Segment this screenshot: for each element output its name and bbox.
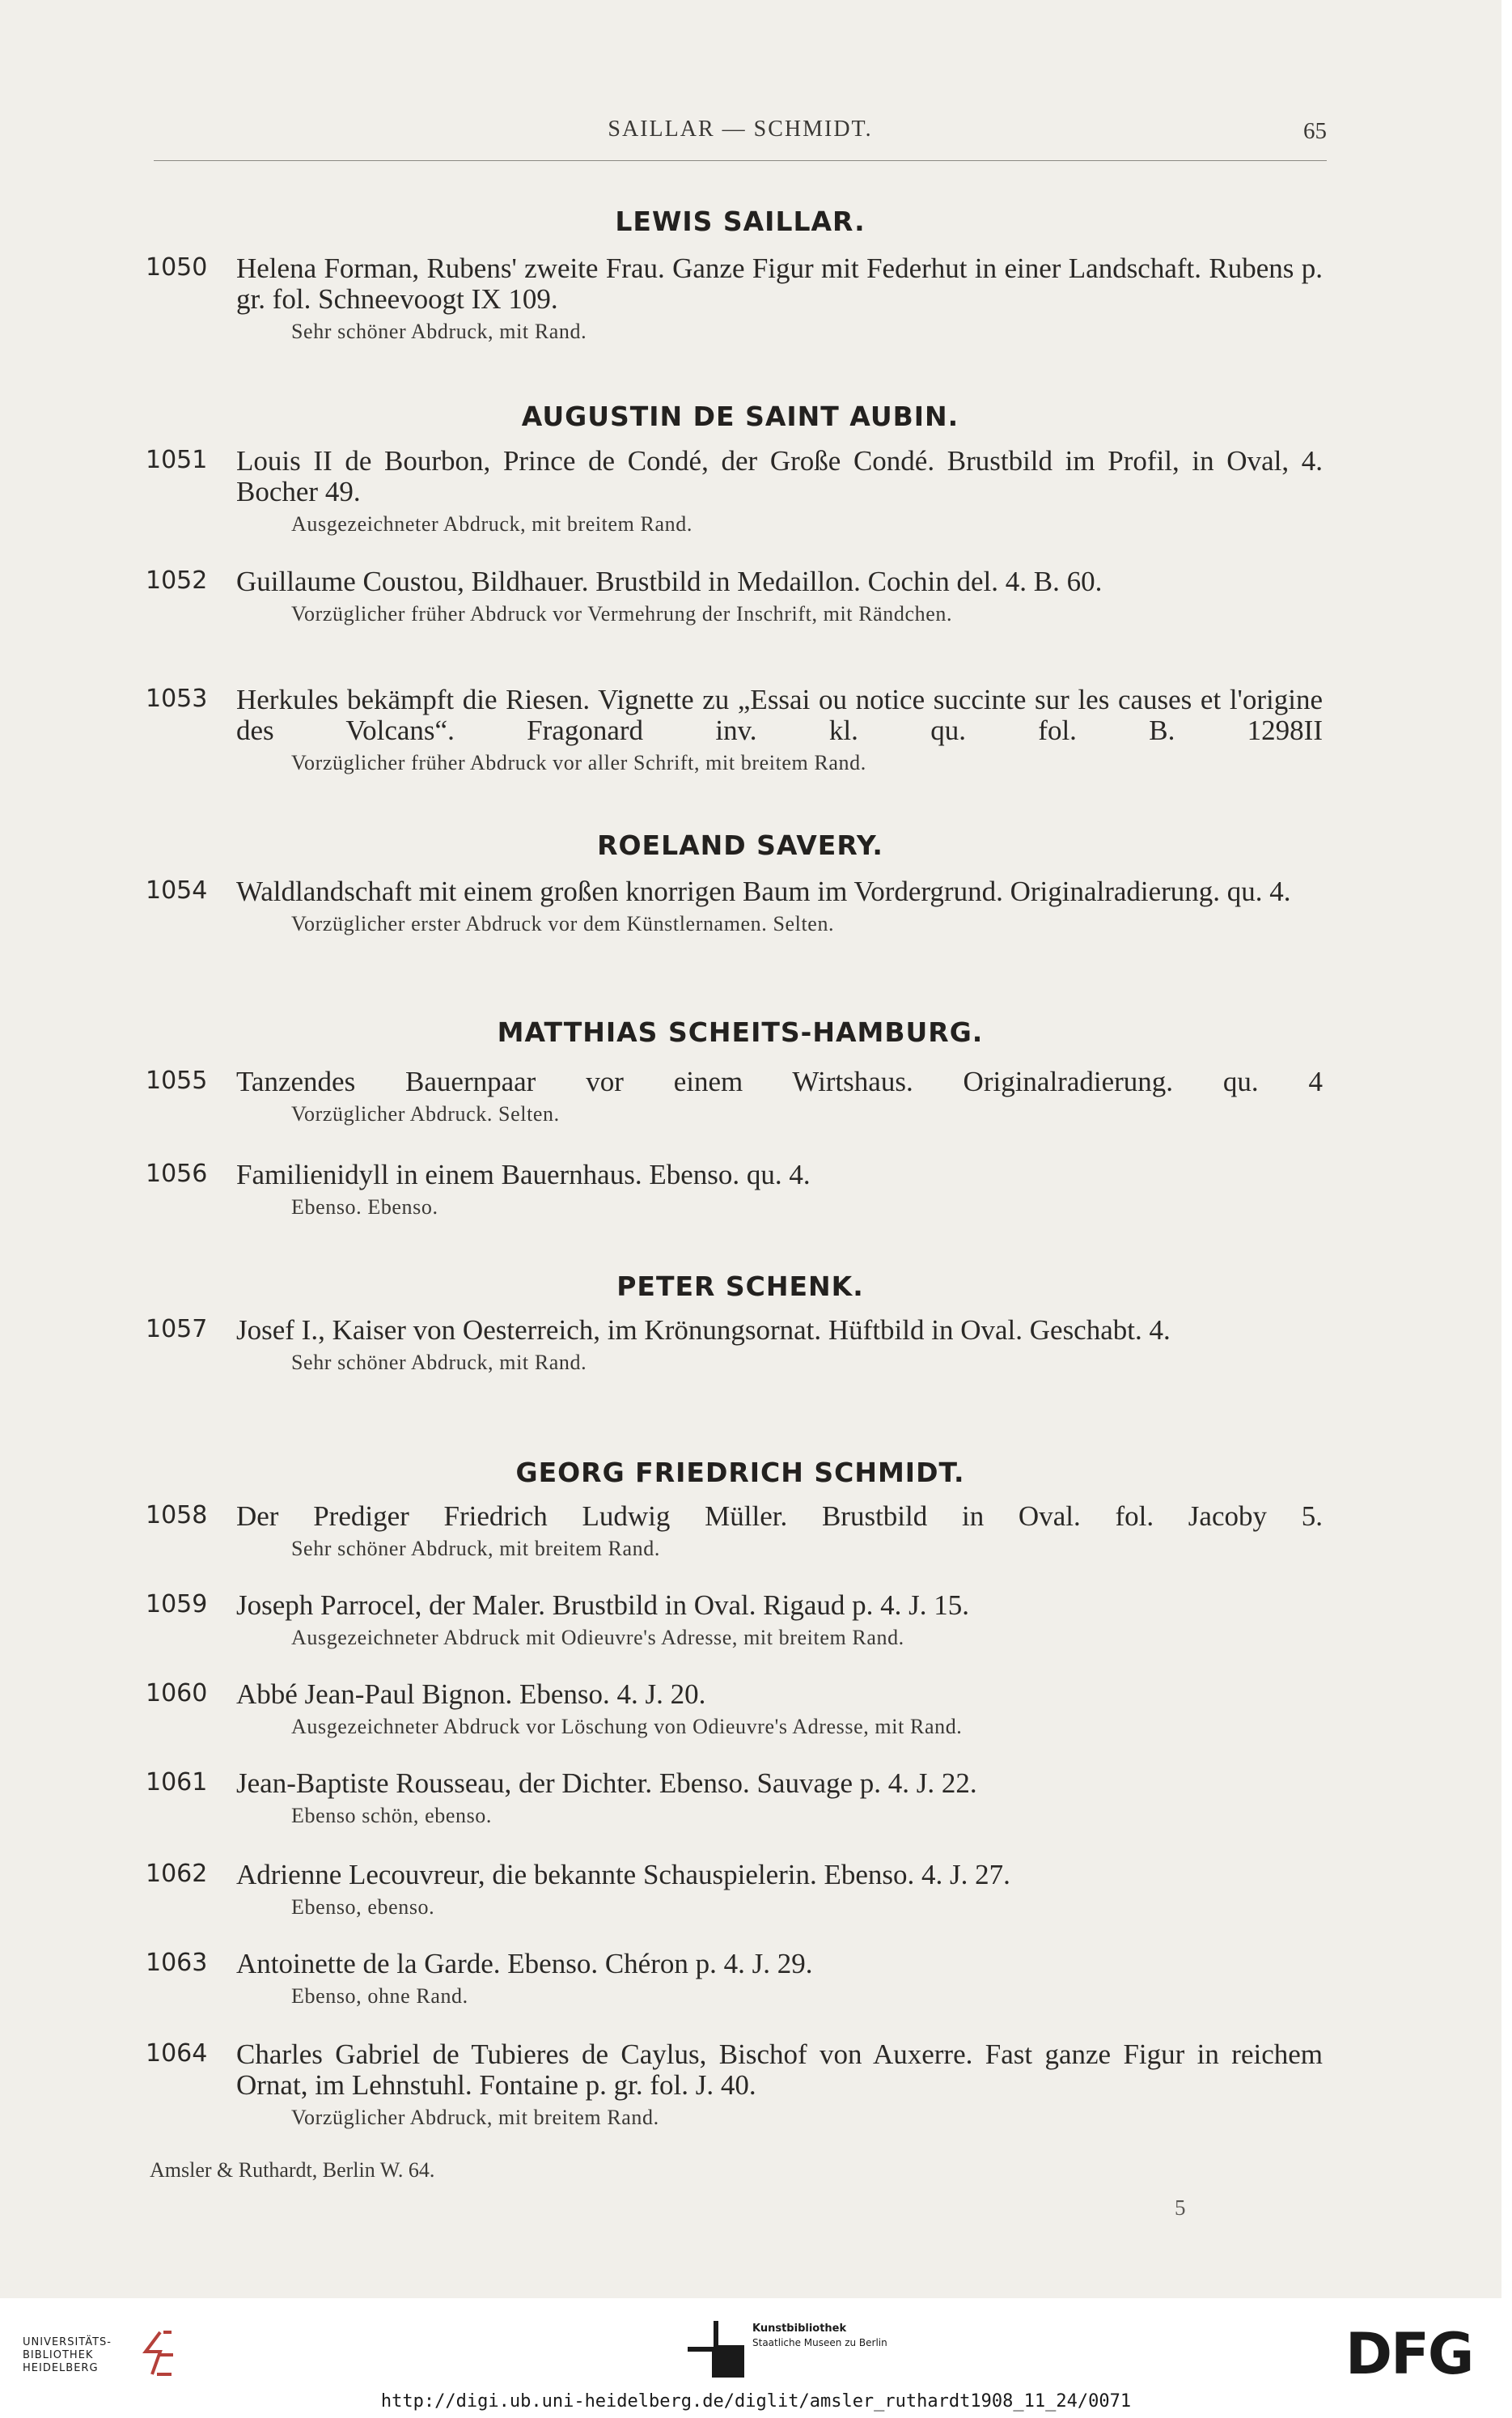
- lot-number: 1052: [146, 566, 208, 595]
- kb-name: Kunstbibliothek: [752, 2323, 847, 2335]
- dfg-logo[interactable]: DFG: [1345, 2321, 1473, 2387]
- lot-description: Antoinette de la Garde. Ebenso. Chéron p. 4. J. 29.: [236, 1948, 813, 1979]
- lot-condition-note: Ausgezeichneter Abdruck, mit breitem Rand.: [291, 512, 692, 536]
- lot-description: Jean-Baptiste Rousseau, der Dichter. Ebenso. Sauvage p. 4. J. 22.: [236, 1767, 977, 1799]
- lot-condition-note: Vorzüglicher Abdruck, mit breitem Rand.: [291, 2106, 659, 2129]
- lot-condition-note: Sehr schöner Abdruck, mit breitem Rand.: [291, 1537, 660, 1560]
- header-rule: [154, 160, 1327, 161]
- catalog-entry: [146, 1160, 1323, 1220]
- lot-condition-note: Ebenso, ohne Rand.: [291, 1984, 468, 2008]
- lot-description: Adrienne Lecouvreur, die bekannte Schauspielerin. Ebenso. 4. J. 27.: [236, 1859, 1010, 1890]
- catalog-entry: [146, 1067, 1323, 1126]
- catalog-entry: [146, 1860, 1323, 1920]
- lot-description: Abbé Jean-Paul Bignon. Ebenso. 4. J. 20.: [236, 1678, 706, 1710]
- lot-number: 1056: [146, 1160, 208, 1188]
- catalog-entry: [146, 566, 1323, 626]
- university-line: UNIVERSITÄTS-: [23, 2336, 112, 2348]
- lot-condition-note: Ausgezeichneter Abdruck mit Odieuvre's Adresse, mit breitem Rand.: [291, 1626, 904, 1649]
- university-line: BIBLIOTHEK: [23, 2349, 94, 2361]
- lot-number: 1059: [146, 1590, 208, 1618]
- catalog-entry: [146, 1590, 1323, 1650]
- lot-condition-note: Ebenso schön, ebenso.: [291, 1804, 492, 1827]
- university-library-logo-icon[interactable]: [136, 2327, 184, 2379]
- catalog-entry: [146, 1501, 1323, 1561]
- lot-number: 1054: [146, 876, 208, 905]
- lot-number: 1057: [146, 1315, 208, 1343]
- lot-condition-note: Vorzüglicher erster Abdruck vor dem Künstlernamen. Selten.: [291, 912, 835, 935]
- lot-condition-note: Vorzüglicher Abdruck. Selten.: [291, 1102, 560, 1126]
- lot-condition-note: Ebenso. Ebenso.: [291, 1195, 438, 1219]
- kunstbibliothek-logo-text: [752, 2323, 887, 2348]
- catalog-entry: [146, 2039, 1323, 2130]
- lot-condition-note: Sehr schöner Abdruck, mit Rand.: [291, 320, 587, 343]
- lot-description: Louis II de Bourbon, Prince de Condé, der Große Condé. Brustbild im Profil, in Oval, 4. Bocher 49.: [236, 445, 1323, 507]
- lot-number: 1061: [146, 1768, 208, 1797]
- lot-number: 1064: [146, 2039, 208, 2068]
- catalog-entry: [146, 685, 1323, 775]
- lot-condition-note: Sehr schöner Abdruck, mit Rand.: [291, 1351, 587, 1374]
- lot-number: 1060: [146, 1679, 208, 1707]
- lot-description: Familienidyll in einem Bauernhaus. Ebenso. qu. 4.: [236, 1159, 811, 1190]
- lot-description: Der Prediger Friedrich Ludwig Müller. Brustbild in Oval. fol. Jacoby 5.: [236, 1500, 1323, 1532]
- publisher-imprint: Amsler & Ruthardt, Berlin W. 64.: [150, 2158, 435, 2182]
- lot-number: 1058: [146, 1501, 208, 1529]
- lot-number: 1051: [146, 446, 208, 474]
- lot-description: Helena Forman, Rubens' zweite Frau. Ganze Figur mit Federhut in einer Landschaft. Rubens p. gr. fol. Schneevoogt IX 109.: [236, 252, 1323, 315]
- signature-mark: 5: [1175, 2195, 1186, 2220]
- running-header: [154, 113, 1327, 162]
- university-library-logo-text[interactable]: [23, 2336, 112, 2375]
- lot-description: Charles Gabriel de Tubieres de Caylus, Bischof von Auxerre. Fast ganze Figur in reichem Ornat, im Lehnstuhl. Fontaine p. gr. fol. J. 40.: [236, 2038, 1323, 2101]
- lot-description: Waldlandschaft mit einem großen knorrigen Baum im Vordergrund. Originalradierung. qu. 4.: [236, 876, 1291, 907]
- page-number: 65: [1303, 118, 1327, 144]
- catalog-entry: [146, 253, 1323, 344]
- catalog-entry: [146, 446, 1323, 537]
- lot-number: 1063: [146, 1949, 208, 1977]
- lot-description: Josef I., Kaiser von Oesterreich, im Krönungsornat. Hüftbild in Oval. Geschabt. 4.: [236, 1314, 1171, 1346]
- artist-heading: ROELAND SAVERY.: [597, 829, 883, 861]
- lot-description: Tanzendes Bauernpaar vor einem Wirtshaus. Originalradierung. qu. 4: [236, 1066, 1323, 1097]
- artist-heading: LEWIS SAILLAR.: [615, 206, 866, 237]
- catalog-entry: [146, 1679, 1323, 1739]
- lot-condition-note: Ebenso, ebenso.: [291, 1895, 435, 1919]
- running-title: SAILLAR — SCHMIDT.: [608, 117, 873, 142]
- lot-number: 1062: [146, 1860, 208, 1888]
- artist-heading: GEORG FRIEDRICH SCHMIDT.: [515, 1457, 965, 1488]
- lot-number: 1053: [146, 685, 208, 713]
- artist-heading: MATTHIAS SCHEITS-HAMBURG.: [497, 1016, 984, 1048]
- artist-heading: AUGUSTIN DE SAINT AUBIN.: [521, 401, 959, 432]
- lot-description: Joseph Parrocel, der Maler. Brustbild in Oval. Rigaud p. 4. J. 15.: [236, 1589, 969, 1621]
- catalog-entry: [146, 1315, 1323, 1375]
- kunstbibliothek-logo-icon[interactable]: [688, 2321, 744, 2378]
- lot-number: 1055: [146, 1067, 208, 1095]
- permalink-url[interactable]: http://digi.ub.uni-heidelberg.de/diglit/amsler_ruthardt1908_11_24/0071: [380, 2391, 1132, 2412]
- catalog-entry: [146, 876, 1323, 936]
- catalog-entry: [146, 1768, 1323, 1828]
- university-line: HEIDELBERG: [23, 2362, 99, 2374]
- lot-description: Guillaume Coustou, Bildhauer. Brustbild in Medaillon. Cochin del. 4. B. 60.: [236, 566, 1103, 597]
- kb-subtitle: Staatliche Museen zu Berlin: [752, 2337, 887, 2348]
- lot-condition-note: Ausgezeichneter Abdruck vor Löschung von Odieuvre's Adresse, mit Rand.: [291, 1715, 963, 1738]
- catalog-entry: [146, 1949, 1323, 2009]
- lot-condition-note: Vorzüglicher früher Abdruck vor aller Schrift, mit breitem Rand.: [291, 751, 866, 774]
- artist-heading: PETER SCHENK.: [616, 1271, 864, 1302]
- lot-condition-note: Vorzüglicher früher Abdruck vor Vermehrung der Inschrift, mit Rändchen.: [291, 602, 953, 626]
- lot-description: Herkules bekämpft die Riesen. Vignette zu „Essai ou notice succinte sur les causes et l'origine des Volcans“. Fragonard inv. kl. qu. fol. B. 1298II: [236, 684, 1323, 746]
- lot-number: 1050: [146, 253, 208, 282]
